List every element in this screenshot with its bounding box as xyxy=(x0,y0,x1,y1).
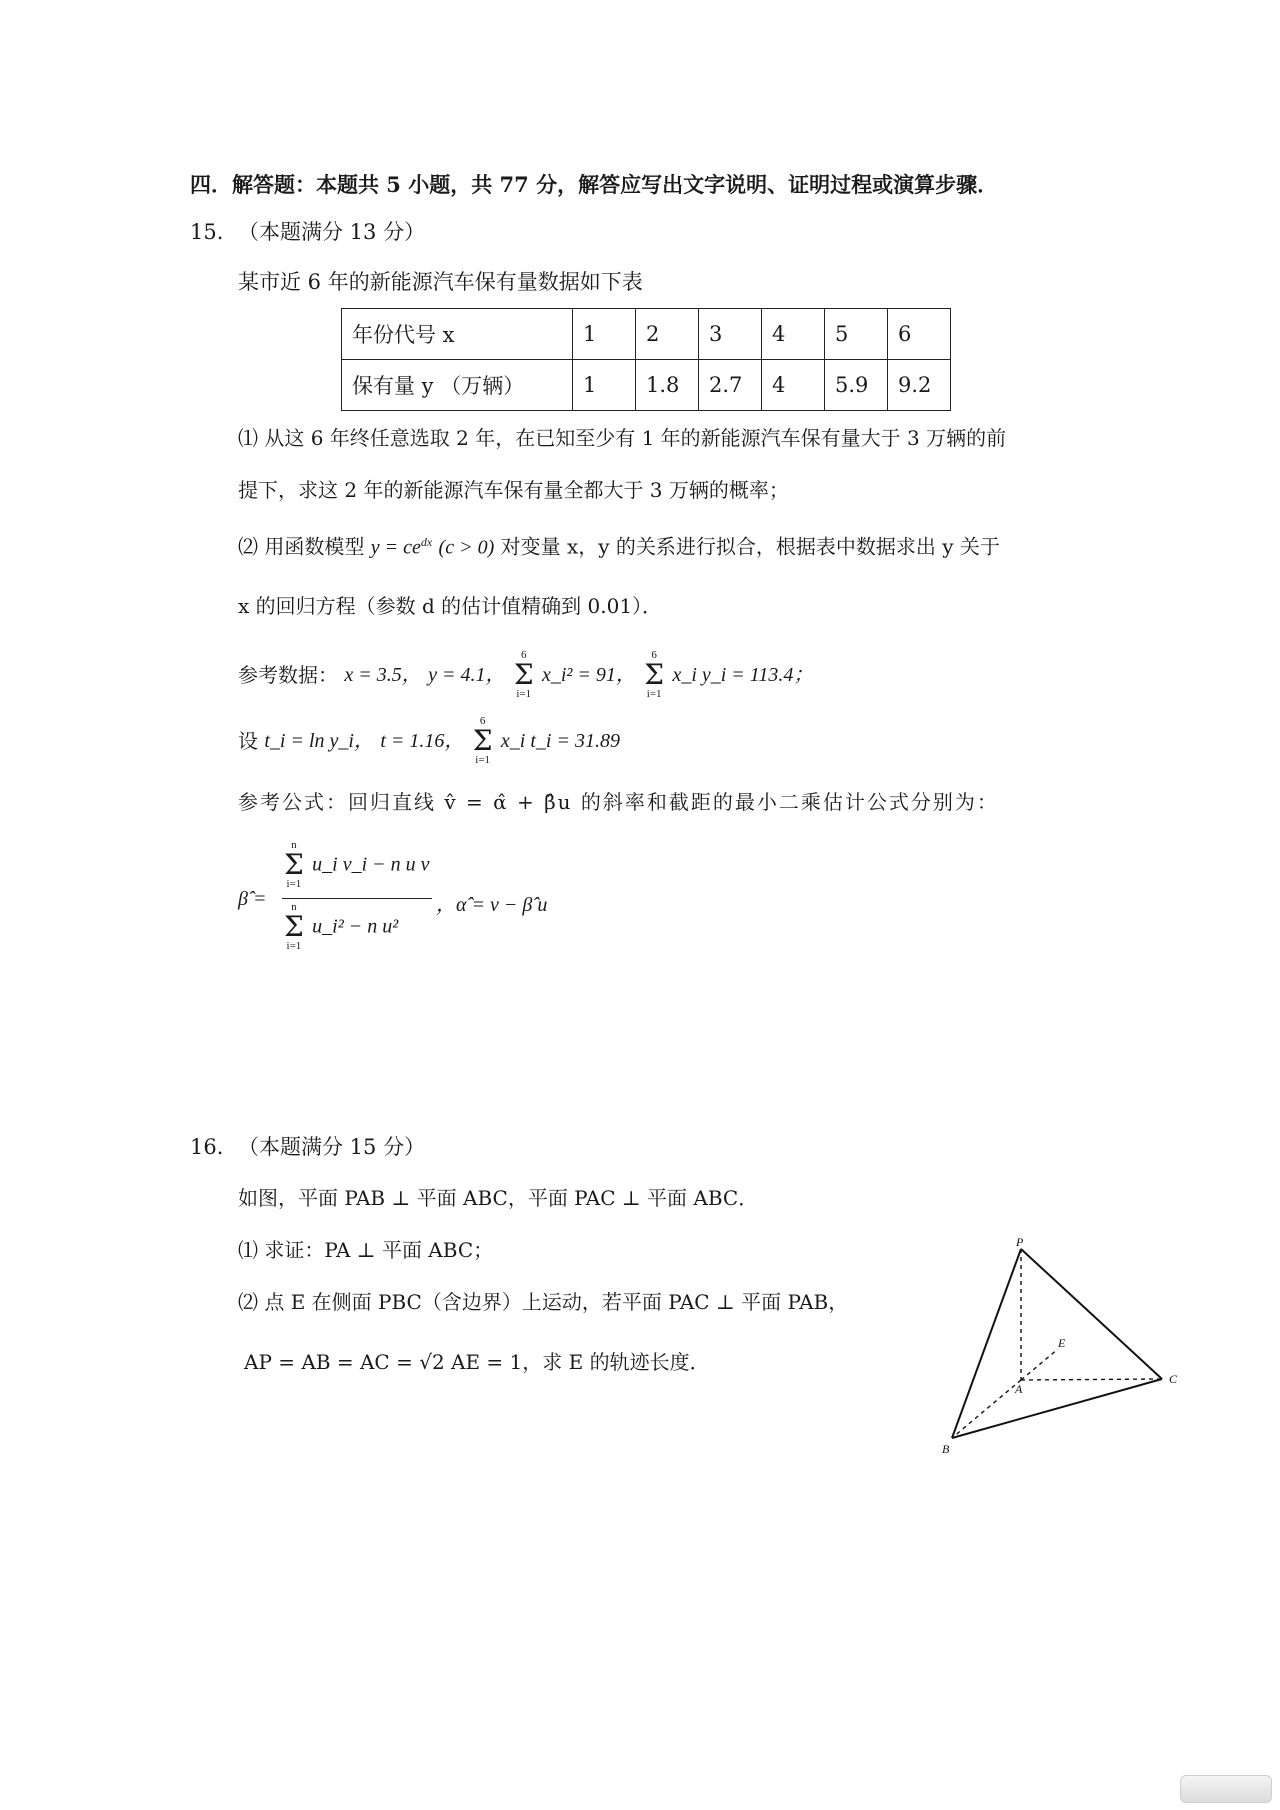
sigma-sum-icon: n Σ i=1 xyxy=(284,901,304,952)
q15-data-table xyxy=(341,308,951,411)
q15-model-condition: (c > 0) xyxy=(438,536,495,559)
table-cell: 5 xyxy=(825,309,888,360)
beta-hat: β̂ = xyxy=(238,888,267,910)
segment-AE xyxy=(1021,1349,1058,1380)
beta-denominator: n Σ i=1 u_i² − n u² xyxy=(284,901,399,952)
table-cell: 1.8 xyxy=(636,360,699,411)
label-B: B xyxy=(942,1442,950,1456)
q15-score: （本题满分 13 分） xyxy=(238,220,426,244)
edge-BC xyxy=(952,1379,1162,1438)
q16-part2-line1: ⑵ 点 E 在侧面 PBC（含边界）上运动，若平面 PAC ⊥ 平面 PAB， xyxy=(238,1290,849,1314)
reference-ybar: y = 4.1， xyxy=(428,664,506,686)
table-cell: 4 xyxy=(762,309,825,360)
edge-AC xyxy=(1021,1379,1162,1380)
set-label: 设 xyxy=(238,729,258,753)
table-row xyxy=(342,309,951,360)
reference-xbar: x = 3.5， xyxy=(344,664,422,686)
q15-part1-line2: 提下，求这 2 年的新能源汽车保有量全都大于 3 万辆的概率； xyxy=(238,478,789,502)
q15-model-exponent: dx xyxy=(420,535,433,549)
label-C: C xyxy=(1169,1372,1178,1386)
sigma-sum-icon: 6 Σ i=1 xyxy=(513,649,534,700)
table-cell: 1 xyxy=(573,309,636,360)
edge-PC xyxy=(1021,1249,1162,1379)
table-row xyxy=(342,360,951,411)
q16-part1: ⑴ 求证：PA ⊥ 平面 ABC； xyxy=(238,1238,494,1262)
corner-scroll-icon[interactable] xyxy=(1180,1775,1272,1803)
table-cell: 6 xyxy=(888,309,951,360)
table-cell: 5.9 xyxy=(825,360,888,411)
table-cell: 2 xyxy=(636,309,699,360)
q15-set-t xyxy=(238,716,620,766)
table-cell: 3 xyxy=(699,309,762,360)
q16-part2-line2: AP = AB = AC = √2 AE = 1，求 E 的轨迹长度． xyxy=(244,1350,710,1374)
reference-sum-xy: x_i y_i = 113.4； xyxy=(672,664,814,686)
q15-part1-line1: ⑴ 从这 6 年终任意选取 2 年，在已知至少有 1 年的新能源汽车保有量大于 3 万辆的前 xyxy=(238,426,1007,450)
q15-model: y = ce xyxy=(370,536,421,559)
table-header-cell: 年份代号 x xyxy=(342,309,573,360)
label-E: E xyxy=(1058,1336,1066,1350)
alpha-formula: ，α̂ = v − β̂ u xyxy=(436,894,548,916)
q15-part2-line2: x 的回归方程（参数 d 的估计值精确到 0.01）． xyxy=(238,594,663,618)
tetrahedron-figure xyxy=(940,1235,1200,1475)
table-cell: 2.7 xyxy=(699,360,762,411)
q15-part2-line1 xyxy=(238,536,1000,558)
label-P: P xyxy=(1016,1235,1024,1249)
table-cell: 4 xyxy=(762,360,825,411)
beta-formula xyxy=(238,840,598,960)
sigma-sum-icon: 6 Σ i=1 xyxy=(472,715,493,766)
set-sum-xt: x_i t_i = 31.89 xyxy=(500,730,620,752)
sigma-sum-icon: 6 Σ i=1 xyxy=(644,649,665,700)
reference-sum-x-squared: x_i² = 91， xyxy=(541,664,636,686)
q15-number: 15. xyxy=(190,220,224,244)
q16-intro: 如图，平面 PAB ⊥ 平面 ABC，平面 PAC ⊥ 平面 ABC． xyxy=(238,1186,759,1210)
q15-intro: 某市近 6 年的新能源汽车保有量数据如下表 xyxy=(238,270,643,294)
q16-number: 16. xyxy=(190,1135,224,1159)
q15-reference-data xyxy=(238,650,813,700)
set-t-definition: t_i = ln y_i， xyxy=(264,730,374,752)
table-cell: 9.2 xyxy=(888,360,951,411)
q15-part2-prefix: ⑵ 用函数模型 xyxy=(238,534,365,559)
section-heading: 四．解答题：本题共 5 小题，共 77 分，解答应写出文字说明、证明过程或演算步骤． xyxy=(190,172,999,197)
set-tbar: t = 1.16， xyxy=(380,730,465,752)
table-cell: 1 xyxy=(573,360,636,411)
edge-PB xyxy=(952,1249,1021,1438)
beta-numerator: n Σ i=1 u_i v_i − n u v xyxy=(284,839,430,890)
sigma-sum-icon: n Σ i=1 xyxy=(284,839,304,890)
q16-score: （本题满分 15 分） xyxy=(238,1135,426,1159)
reference-data-label: 参考数据： xyxy=(238,663,338,687)
table-header-cell: 保有量 y （万辆） xyxy=(342,360,573,411)
fraction-bar xyxy=(282,898,432,899)
q15-part2-suffix: 对变量 x，y 的关系进行拟合，根据表中数据求出 y 关于 xyxy=(500,534,1000,559)
q15-formula-label: 参考公式：回归直线 v̂ = α̂ + β̂u 的斜率和截距的最小二乘估计公式分别为： xyxy=(238,790,999,814)
label-A: A xyxy=(1015,1382,1023,1396)
